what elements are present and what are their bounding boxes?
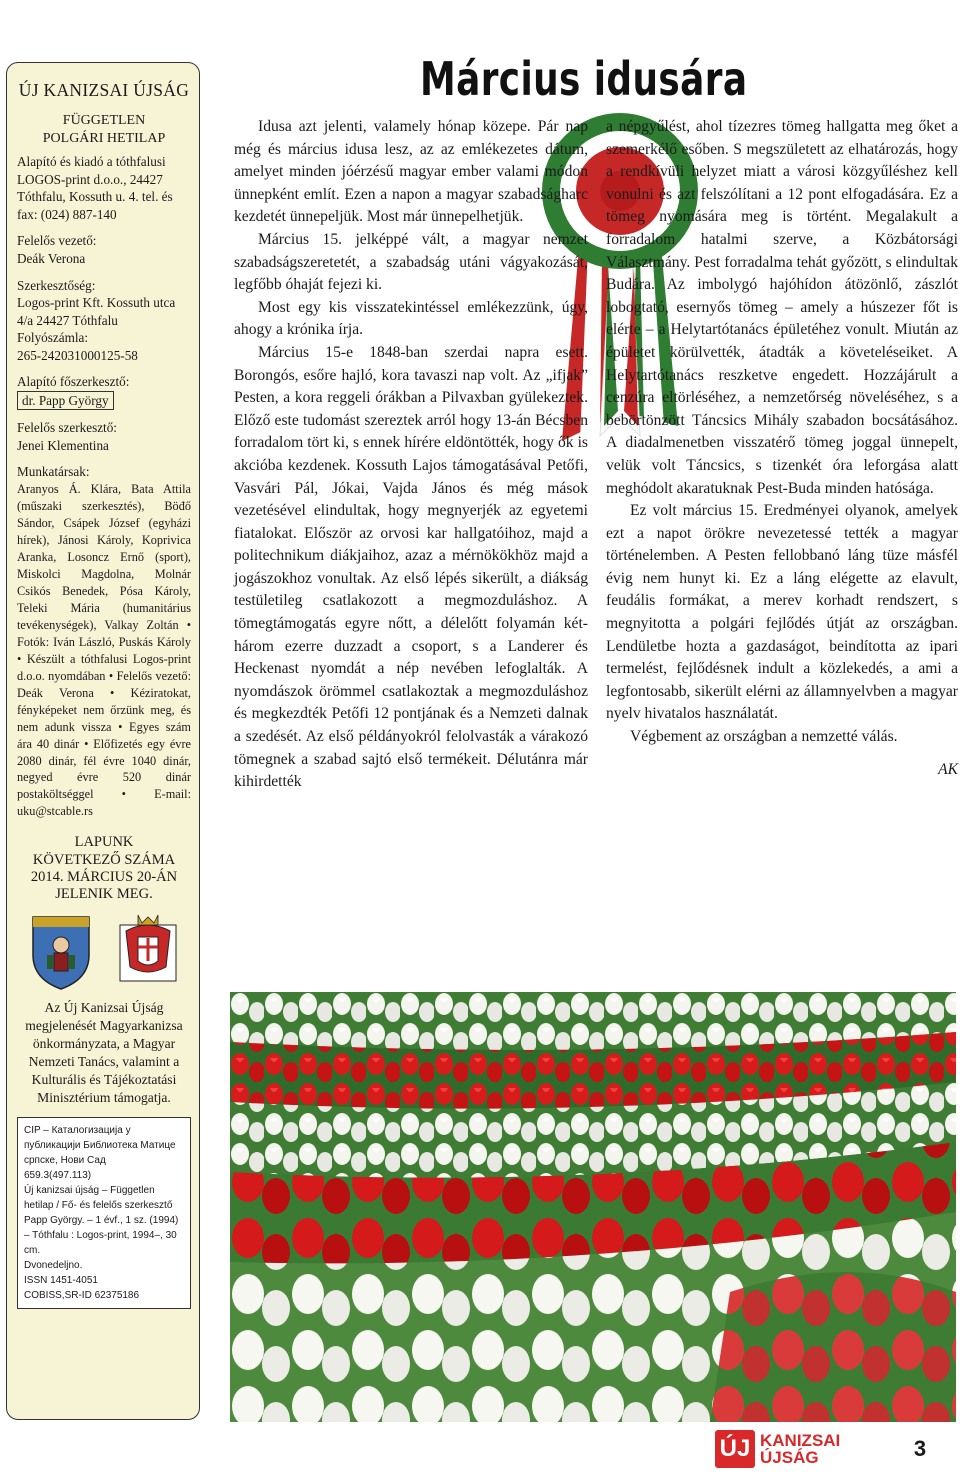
coats-of-arms (17, 911, 191, 991)
cip-record (17, 1117, 191, 1309)
author-signature: AK (938, 760, 958, 778)
article-paragraph: a népgyűlést, ahol tízezres tömeg hallgatta meg őket a szemerkélő esőben. S megszületett az elhatározás, hogy a rendkívüli helyzet miatt a városi közgyűléshez kell vonulni és azt felszólítani a 12 pont elfogadására. Ez a tömeg nyomására meg is történt. Megalakult a forradalom hatalmi szerve, a Közbátorsági Választmány. Pest forradalma tehát győzött, s elindultak Budára. Az imbolygó hajóhídon átözönlő, zászlót lobogtató, esernyős tömeg – amely a húszezer főt is elérte – a Helytartótanács épületéhez vonult. Miután az épületet körülvették, átadták a követeléseiket. A Helytartótanács reszketve engedett. Hozzájárult a cenzúra eltörléséhez, a nemzetőrség növeléséhez, s a bebörtönzött Táncsics Mihály szabadon bocsátásához. A diadalmenetben visszatérő tömeg joggal ünnepelt, velük volt Táncsics, s tizenkét óra leforgása alatt meghódolt akaratuknak Pest-Buda minden hatósága. (606, 118, 958, 497)
support-statement: Az Új Kanizsai Újság megjelenését Magyarkanizsa önkormányzata, a Magyar Nemzeti Tanács, valamint a Kulturális és Tájékoztatási Minisztérium támogatja. (25, 999, 183, 1106)
cip-line: ISSN 1451-4051 (24, 1275, 98, 1287)
account-label: Folyószámla: (17, 330, 89, 346)
logo-mark: ÚJ (715, 1430, 755, 1468)
page-number: 3 (894, 1425, 946, 1473)
next-issue-line-2: KÖVETKEZŐ SZÁMA (32, 851, 176, 868)
editor-label: Felelős szerkesztő: (17, 420, 117, 436)
tulip-field-photo (230, 992, 956, 1422)
article-paragraph: Március 15. jelképpé vált, a magyar nemzet szabadságszeretetét, a szabadság utáni vágyakozását, legfőbb óhaját fejezi ki. (234, 230, 588, 294)
article-paragraph: Most egy kis visszatekintéssel emlékezzünk, úgy, ahogy a krónika írja. (234, 298, 588, 339)
article-column-2 (606, 116, 958, 781)
article-paragraph: Végbement az országban a nemzetté válás. (630, 728, 898, 746)
article-paragraph: Március 15-e 1848-ban szerdai napra esett. Borongós, esőre hajló, kora tavaszi nap volt. Az „ifjak” Pesten, a kora reggeli órákban a Pilvaxban gyülekeztek. Előző este tudomást szereztek arról hogy 13-án Bécsben forradalom tört ki, s ennek hírére eldöntötték, hogy ők is akcióba kezdenek. Kossuth Lajos támogatásával Petőfi, Vasvári Pál, Jókai, Vajda János és még mások vezetésével elindultak, hogy megnyerjék az egyetemi fiatalokat. Először az orvosi kar hallgatóihoz, majd a politechnikum diákjaihoz, azaz a mérnökökhöz majd a jogászokhoz vonultak. Az első lépés sikerült, a diákság testületileg csatlakozott a megmozduláshoz. A tömegtámogatás egyre nőtt, a délelőtt folyamán két-három ezerre duzzadt a csoport, s a Landerer és Heckenast nyomdát a nép nevében lefoglalták. A nyomdászok örömmel csatlakoztak a megmozduláshoz és megkezdték Petőfi 12 pontjának és a Nemzeti dalnak a szedését. Az első példányokról felolvasták a várakozó tömegnek a szabad sajtó első termékeit. Délutánra már kihirdették (234, 343, 588, 791)
logo-line-1: KANIZSAI (760, 1431, 841, 1450)
serbian-coat-of-arms-icon (116, 911, 180, 991)
office-label: Szerkesztőség: (17, 277, 96, 293)
next-issue-line-1: LAPUNK (74, 834, 134, 851)
publisher-info: Alapító és kiadó a tóthfalusi LOGOS-print d.o.o., 24427 Tóthfalu, Kossuth u. 4. tel. és fax: (024) 887-140 (17, 154, 173, 222)
colophon-sidebar (6, 62, 200, 1420)
next-issue-line-3: 2014. MÁRCIUS 20-ÁN (30, 868, 178, 885)
manager-label: Felelős vezető: (17, 233, 97, 249)
account-number: 265-242031000125-58 (17, 347, 138, 363)
cip-line: Dvonedeljno. (24, 1260, 83, 1272)
cip-line: COBISS,SR-ID 62375186 (24, 1290, 140, 1302)
manager-name: Deák Verona (17, 251, 86, 266)
kanizsa-coat-of-arms-icon (29, 911, 93, 991)
founder-name: dr. Papp György (17, 391, 114, 411)
article-title: Március idusára (420, 52, 748, 106)
next-issue-notice (17, 834, 191, 902)
staff-text: Aranyos Á. Klára, Bata Attila (műszaki szerkesztés), Böđő Sándor, Csápek József (egyházi hírek), Jánosi Károly, Koprivica Aranka, Losoncz Ernő (sport), Miskolci Magdolna, Molnár Csikós Benedek, Pósa Károly, Teleki Mária (humanitárius tevékenységek), Valkay Zoltán • Fotók: Iván László, Puskás Károly • Készült a tóthfalusi Logos-print d.o.o. nyomdában • Felelős vezető: Deák Verona • Kéziratokat, fényképeket nem őrzünk meg, és nem adunk vissza • Egyes szám ára 40 dinár • Előfizetés egy évre 2080 dinár, fél évre 1040 dinár, negyed évre 520 dinár postaköltséggel • E-mail: uku@stcable.rs (17, 482, 191, 819)
next-issue-line-4: JELENIK MEG. (55, 885, 153, 902)
article-column-1 (234, 116, 588, 794)
cip-line: 659.3(497.113) (24, 1170, 92, 1182)
logo-line-2: ÚJSÁG (760, 1448, 819, 1467)
masthead: ÚJ KANIZSAI ÚJSÁG (18, 80, 190, 100)
staff-label: Munkatársak: (17, 464, 90, 480)
newspaper-logo (715, 1430, 840, 1468)
founder-label: Alapító főszerkesztő: (17, 374, 130, 390)
subtitle-line-1: FÜGGETLEN (62, 113, 146, 129)
subtitle-line-2: POLGÁRI HETILAP (42, 130, 166, 146)
office-text: Logos-print Kft. Kossuth utca 4/a 24427 Tóthfalu (17, 295, 176, 328)
article-paragraph: Ez volt március 15. Eredményei olyanok, amelyek ezt a napot örökre nevezetessé tették a magyar történelemben. A Pesten fellobbanó láng tüze másfél évig nem hunyt ki. Ez a láng elégette az elavult, feudális formákat, a merev korhadt rendszert, s megnyitotta a polgári fejlődés útját az országban. Lendületbe hozta a gazdaságot, beindította az ipari termelést, fejlődésnek indult a közlekedés, a ami a legfontosabb, sikerült elérni az államnyelvben a magyar nyelv hivatalos használatát. (606, 502, 958, 723)
cip-line: Új kanizsai újság – Független hetilap / Fő- és felelős szerkesztő Papp György. – 1 évf., 1 sz. (1994) – Tóthfalu : Logos-print, 1994–, 30 cm. (24, 1185, 179, 1257)
cip-line: CIP – Каталогизација у публикацији Библиотека Матице српске, Нови Сад (24, 1125, 176, 1167)
article-paragraph: Idusa azt jelenti, valamely hónap közepe. Pár nap még és március idusa lesz, az az emlékezetes dátum, amelyet minden jóérzésű magyar ember valami módon ünnepként említ. Ezen a napon a magyar szabadságharc kezdetét ünnepeljük. Most már ünnepelhetjük. (234, 118, 588, 226)
editor-name: Jenei Klementina (17, 437, 109, 453)
